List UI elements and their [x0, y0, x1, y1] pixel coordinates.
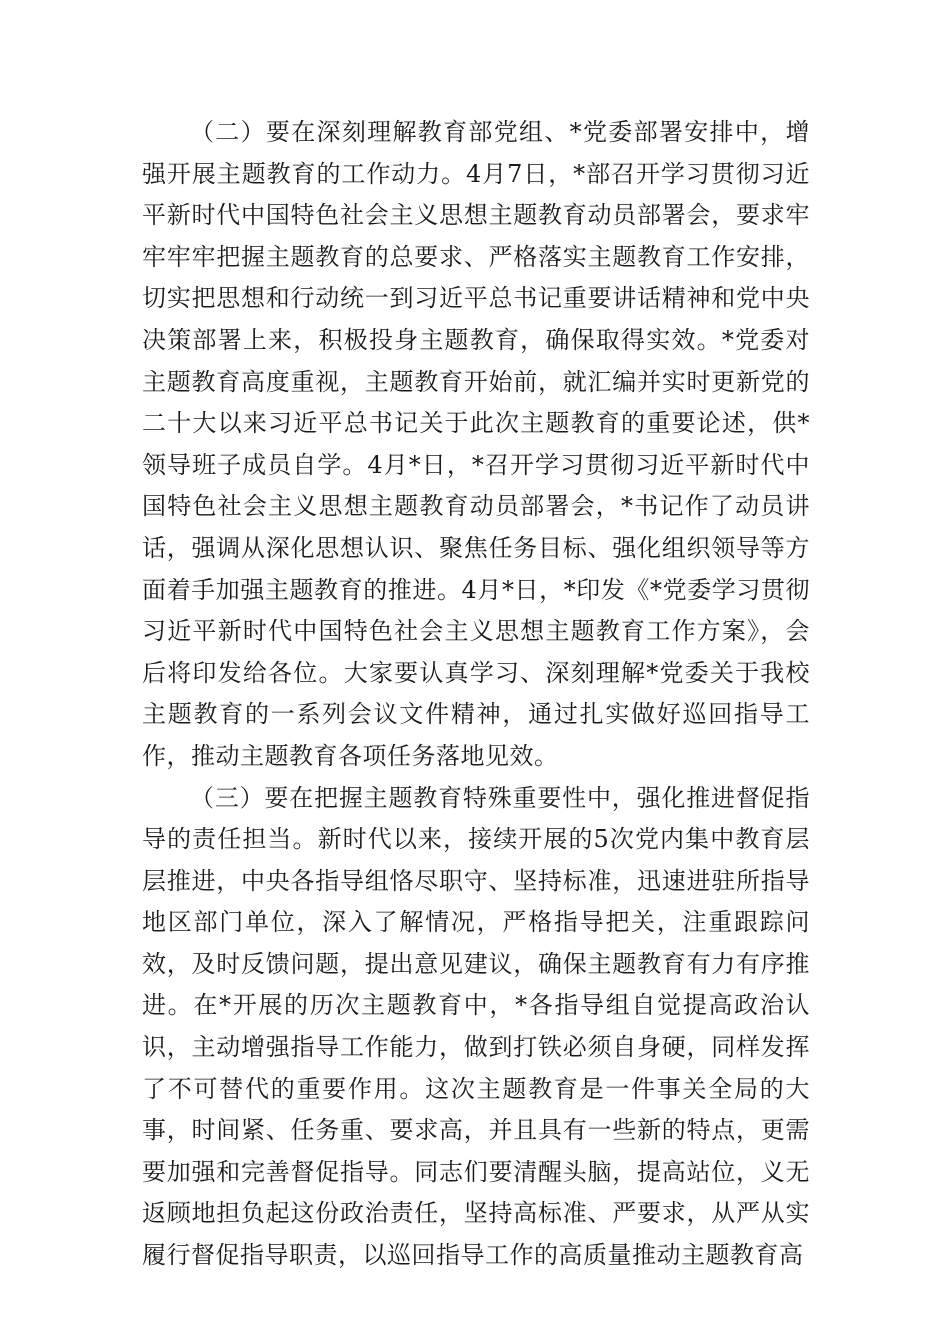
paragraph-section-three: （三）要在把握主题教育特殊重要性中，强化推进督促指导的责任担当。新时代以来，接续开展的5次党内集中教育层层推进，中央各指导组恪尽职守、坚持标准，迅速进驻所指导地区部门单位，深入了解情况，严格指导把关，注重跟踪问效，及时反馈问题，提出意见建议，确保主题教育有力有序推进。在*开展的历次主题教育中，*各指导组自觉提高政治认识，主动增强指导工作能力，做到打铁必须自身硬，同样发挥了不可替代的重要作用。这次主题教育是一件事关全局的大事，时间紧、任务重、要求高，并且具有一些新的特点，更需要加强和完善督促指导。同志们要清醒头脑，提高站位，义无返顾地担负起这份政治责任，坚持高标准、严要求，从严从实履行督促指导职责，以巡回指导工作的高质量推动主题教育高 [142, 783, 810, 1270]
paragraph-section-two: （二）要在深刻理解教育部党组、*党委部署安排中，增强开展主题教育的工作动力。4月7日，*部召开学习贯彻习近平新时代中国特色社会主义思想主题教育动员部署会，要求牢牢牢牢把握主题教育的总要求、严格落实主题教育工作安排，切实把思想和行动统一到习近平总书记重要讲话精神和党中央决策部署上来，积极投身主题教育，确保取得实效。*党委对主题教育高度重视，主题教育开始前，就汇编并实时更新党的二十大以来习近平总书记关于此次主题教育的重要论述，供*领导班子成员自学。4月*日，*召开学习贯彻习近平新时代中国特色社会主义思想主题教育动员部署会，*书记作了动员讲话，强调从深化思想认识、聚焦任务目标、强化组织领导等方面着手加强主题教育的推进。4月*日，*印发《*党委学习贯彻习近平新时代中国特色社会主义思想主题教育工作方案》，会后将印发给各位。大家要认真学习、深刻理解*党委关于我校主题教育的一系列会议文件精神，通过扎实做好巡回指导工作，推动主题教育各项任务落地见效。 [142, 118, 810, 770]
document-body [142, 112, 810, 1277]
